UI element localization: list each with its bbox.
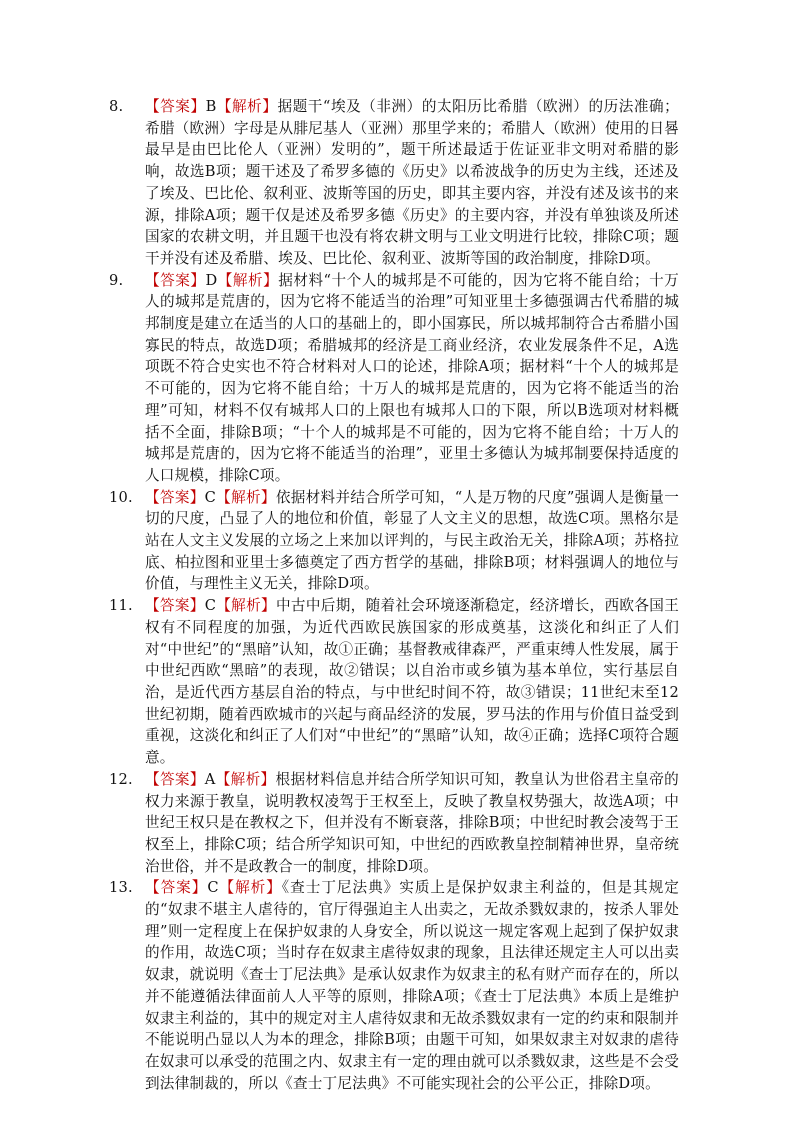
explanation-label: 【解析】	[216, 597, 276, 615]
explanation-label: 【解析】	[216, 98, 278, 115]
item-number: 12.	[109, 770, 133, 788]
explanation-text: 根据材料信息并结合所学知识可知，教皇认为世俗君主皇帝的权力来源于教皇，说明教权凌驾于王权至上，反映了教皇权势强大，故选A项；中世纪王权只是在教权之下，但并没有不断衰落，排除B项；中世纪时教会凌驾于王权至上，排除C项；结合所学知识可知，中世纪的西欧教皇控制精神世界，皇帝统治世俗，并不是政教合一的制度，排除D项。	[145, 770, 679, 875]
answer-label: 【答案】	[145, 98, 206, 115]
explanation-label: 【解析】	[217, 271, 279, 289]
answer-letter: C	[204, 597, 217, 615]
answer-item-8	[0, 96, 679, 270]
answer-label: 【答案】	[145, 488, 205, 506]
answer-item-10	[0, 487, 679, 596]
answer-list	[0, 96, 794, 1094]
answer-item-11	[0, 595, 679, 769]
item-number: 13.	[109, 879, 133, 897]
explanation-text: 据材料“十个人的城邦是不可能的，因为它将不能自给；十万人的城邦是荒唐的，因为它将不能适当的治理”可知亚里士多德强调古代希腊的城邦制度是建立在适当的人口的基础上的，即小国寡民，所以城邦制符合古希腊小国寡民的特点，故选D项；希腊城邦的经济是工商业经济，农业发展条件不足，A选项既不符合史实也不符合材料对人口的论述，排除A项；据材料“十个人的城邦是不可能的，因为它将不能自给；十万人的城邦是荒唐的，因为它将不能适当的治理”可知，材料不仅有城邦人口的上限也有城邦人口的下限，所以B选项对材料概括不全面，排除B项；“十个人的城邦是不可能的，因为它将不能自给；十万人的城邦是荒唐的，因为它将不能适当的治理”，亚里士多德认为城邦制要保持适度的人口规模，排除C项。	[145, 271, 679, 484]
explanation-label: 【解析】	[216, 488, 276, 506]
explanation-text: 依据材料并结合所学可知，“人是万物的尺度”强调人是衡量一切的尺度，凸显了人的地位和价值，彰显了人文主义的思想，故选C项。黑格尔是站在人文主义发展的立场之上来加以评判的，与民主政治无关，排除A项；苏格拉底、柏拉图和亚里士多德奠定了西方哲学的基础，排除B项；材料强调人的地位与价值，与理性主义无关，排除D项。	[145, 488, 679, 593]
answer-item-13	[0, 877, 679, 1094]
item-number: 8.	[109, 98, 124, 115]
explanation-text: 中古中后期，随着社会环境逐渐稳定，经济增长，西欧各国王权有不同程度的加强，为近代西欧民族国家的形成奠基，这淡化和纠正了人们对“中世纪”的“黑暗”认知，故①正确；基督教戒律森严，严重束缚人性发展，属于中世纪西欧“黑暗”的表现，故②错误；以自治市或乡镇为基本单位，实行基层自治，是近代西方基层自治的特点，与中世纪时间不符，故③错误；11世纪末至12世纪初期，随着西欧城市的兴起与商品经济的发展，罗马法的作用与价值日益受到重视，这淡化和纠正了人们对“中世纪”的“黑暗”认知，故④正确；选择C项符合题意。	[145, 597, 679, 767]
answer-letter: C	[207, 879, 219, 897]
explanation-text: 《查士丁尼法典》实质上是保护奴隶主利益的，但是其规定的“奴隶不堪主人虐待的，官厅得强迫主人出卖之，无故杀戮奴隶的，按杀人罪处理”则一定程度上在保护奴隶的人身安全，所以说这一规定客观上起到了保护奴隶的作用，故选C项；当时存在奴隶主虐待奴隶的现象，且法律还规定主人可以出卖奴隶，就说明《查士丁尼法典》是承认奴隶作为奴隶主的私有财产而存在的，所以并不能遵循法律面前人人平等的原则，排除A项；《查士丁尼法典》本质上是维护奴隶主利益的，其中的规定对主人虐待奴隶和无故杀戮奴隶有一定的约束和限制并不能说明凸显以人为本的理念，排除B项；由题干可知，如果奴隶主对奴隶的虐待在奴隶可以承受的范围之内、奴隶主有一定的理由就可以杀戮奴隶，这些是不会受到法律制裁的，所以《查士丁尼法典》不可能实现社会的公平公正，排除D项。	[145, 879, 679, 1092]
item-number: 9.	[109, 271, 124, 289]
explanation-label: 【解析】	[215, 770, 276, 788]
explanation-text: 据题干“埃及（非洲）的太阳历比希腊（欧洲）的历法准确；希腊（欧洲）字母是从腓尼基人（亚洲）那里学来的；希腊人（欧洲）使用的日晷最早是由巴比伦人（亚洲）发明的”，题干所述最适于佐证亚非文明对希腊的影响，故选B项；题干述及了希罗多德的《历史》以希波战争的历史为主线，还述及了埃及、巴比伦、叙利亚、波斯等国的历史，即其主要内容，并没有述及该书的来源，排除A项；题干仅是述及希罗多德《历史》的主要内容，并没有单独谈及所述国家的农耕文明，并且题干也没有将农耕文明与工业文明进行比较，排除C项；题干并没有述及希腊、埃及、巴比伦、叙利亚、波斯等国的政治制度，排除D项。	[145, 98, 679, 267]
answer-label: 【答案】	[145, 879, 208, 897]
item-number: 10.	[109, 488, 133, 506]
answer-label: 【答案】	[145, 597, 205, 615]
answer-letter: C	[204, 488, 217, 506]
answer-letter: B	[205, 98, 217, 115]
answer-item-12	[0, 769, 679, 878]
explanation-label: 【解析】	[218, 879, 282, 897]
answer-letter: A	[204, 770, 216, 788]
answer-item-9	[0, 270, 679, 487]
answer-label: 【答案】	[145, 271, 206, 289]
item-number: 11.	[109, 597, 133, 615]
answer-label: 【答案】	[145, 770, 205, 788]
answer-letter: D	[205, 271, 218, 289]
